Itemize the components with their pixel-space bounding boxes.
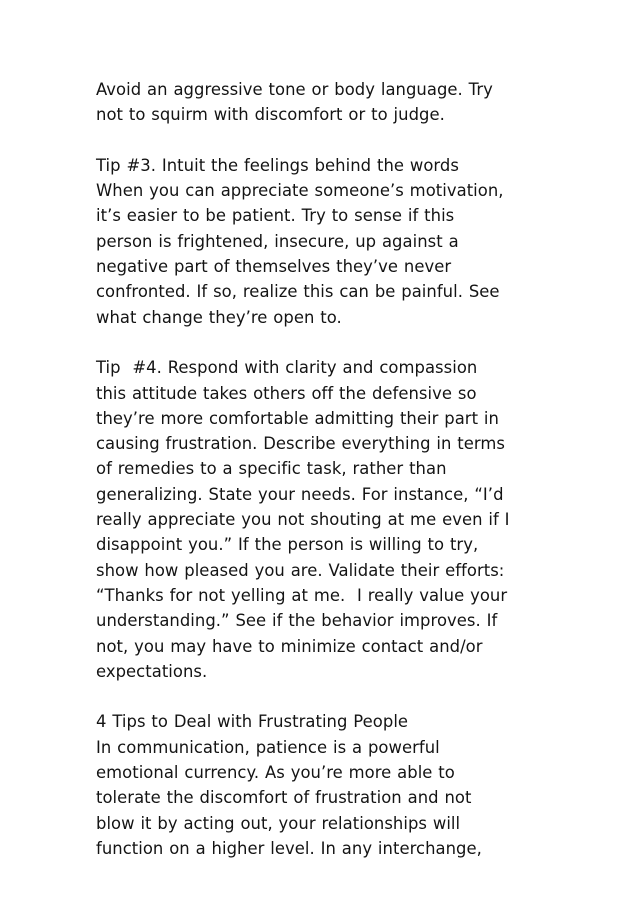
text-line: negative part of themselves they’ve never <box>96 257 452 277</box>
paragraph-gap <box>96 684 576 709</box>
paragraph-gap <box>96 128 576 153</box>
text-line: of remedies to a specific task, rather than <box>96 459 447 479</box>
text-line: understanding.” See if the behavior improves. If <box>96 611 498 631</box>
document-page <box>96 77 576 861</box>
text-line: tolerate the discomfort of frustration and not <box>96 788 472 808</box>
text-line: it’s easier to be patient. Try to sense if this <box>96 206 455 226</box>
paragraph-tip-4 <box>96 355 576 684</box>
section-heading: 4 Tips to Deal with Frustrating People <box>96 712 409 732</box>
text-line: function on a higher level. In any interchange, <box>96 838 482 858</box>
text-line: blow it by acting out, your relationships will <box>96 813 461 833</box>
paragraph-avoid-aggressive-tone <box>96 77 576 128</box>
paragraph-4-tips <box>96 709 576 861</box>
text-line: confronted. If so, realize this can be painful. See <box>96 282 500 302</box>
text-line: this attitude takes others off the defensive so <box>96 383 477 403</box>
text-line: generalizing. State your needs. For instance, “I’d <box>96 484 504 504</box>
text-line: causing frustration. Describe everything in terms <box>96 434 505 454</box>
tip-3-heading: Tip #3. Intuit the feelings behind the words <box>96 155 459 175</box>
text-line: emotional currency. As you’re more able to <box>96 763 455 783</box>
text-line: Avoid an aggressive tone or body language. Try <box>96 80 493 99</box>
text-line: show how pleased you are. Validate their efforts: <box>96 560 505 580</box>
text-line: “Thanks for not yelling at me. I really value your <box>96 585 508 605</box>
text-line: expectations. <box>96 661 208 681</box>
text-line: When you can appreciate someone’s motivation, <box>96 181 504 201</box>
paragraph-tip-3 <box>96 153 576 330</box>
text-line: really appreciate you not shouting at me even if I <box>96 510 510 530</box>
text-line: not to squirm with discomfort or to judge. <box>96 105 445 125</box>
text-line: disappoint you.” If the person is willing to try, <box>96 535 479 555</box>
paragraph-gap <box>96 330 576 355</box>
text-line: In communication, patience is a powerful <box>96 737 440 757</box>
text-line: not, you may have to minimize contact and/or <box>96 636 483 656</box>
tip-4-heading: Tip #4. Respond with clarity and compassion <box>96 358 478 378</box>
text-line: what change they’re open to. <box>96 307 342 327</box>
text-line: person is frightened, insecure, up against a <box>96 231 459 251</box>
text-line: they’re more comfortable admitting their part in <box>96 408 499 428</box>
